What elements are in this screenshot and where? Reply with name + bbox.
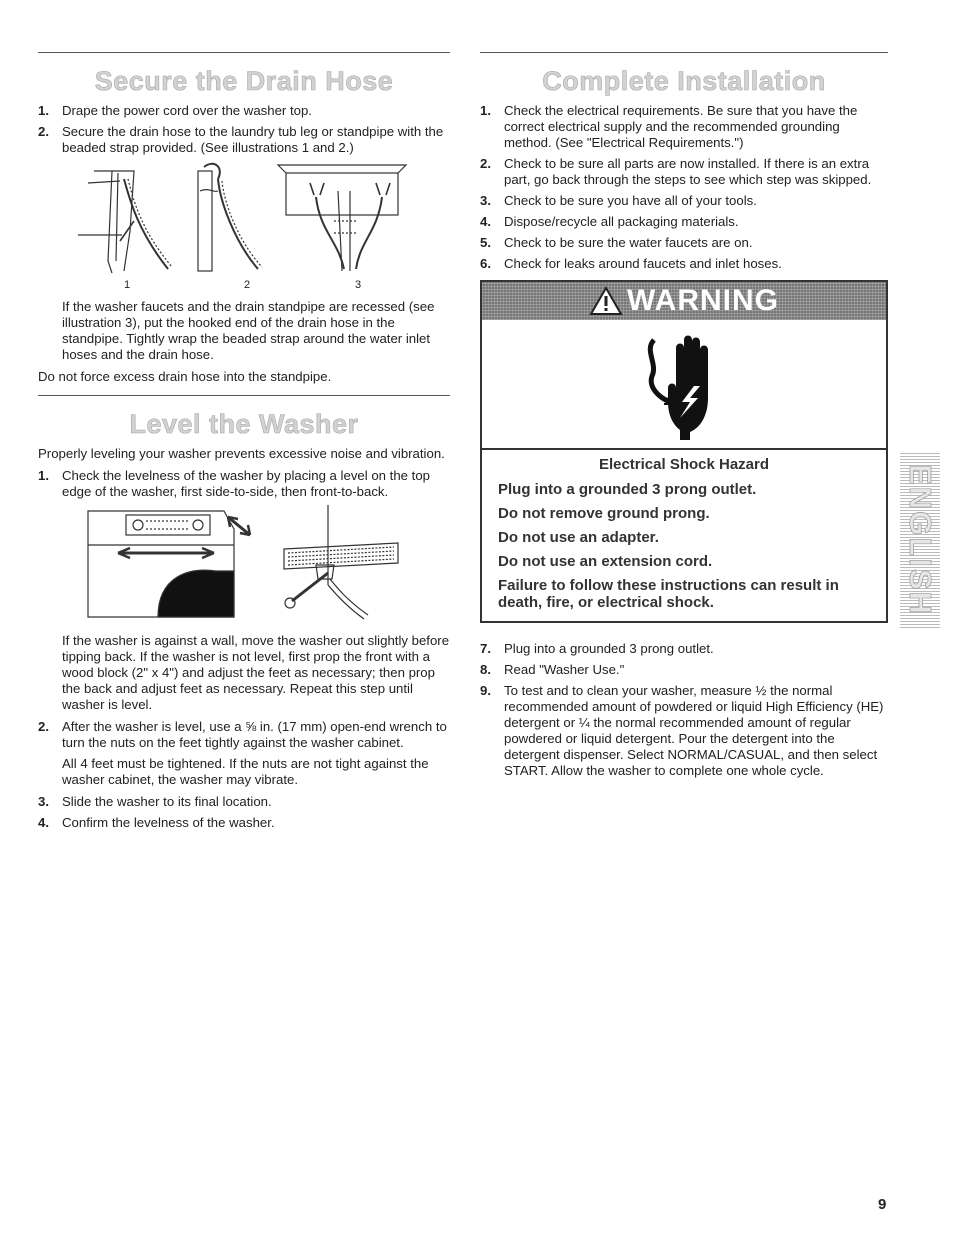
warning-text [482,450,886,621]
list-item: 5. Check to be sure the water faucets are on. [480,235,753,250]
list-item: 1. Check the levelness of the washer by placing a level on the top edge of the washer, first side-to-side, then front-to-back. [38,468,431,499]
electric-shock-hand-icon [624,328,744,440]
section-divider [38,52,450,53]
warning-box [480,280,888,623]
warning-title: WARNING [627,284,779,317]
list-item: 2. Secure the drain hose to the laundry tub leg or standpipe with the beaded strap provided. (See illustrations 1 and 2.) [38,124,444,155]
level-steps-continued [38,719,450,751]
list-item: 1. Check the electrical requirements. Be sure that you have the correct electrical supply and the recommended grounding method. (See "Electrical Requirements.") [480,103,858,150]
level-intro: Properly leveling your washer prevents excessive noise and vibration. [38,446,445,461]
list-item: 6. Check for leaks around faucets and inlet hoses. [480,256,782,271]
hazard-type: Electrical Shock Hazard [598,456,770,473]
complete-installation-steps [480,103,888,272]
warning-header [482,282,886,320]
list-item: 9. To test and to clean your washer, measure ½ the normal recommended amount of powdered or liquid High Efficiency (HE) detergent or ¼ the normal recommended amount of regular powdered or liquid detergent. Pour the detergent into the detergent dispenser. Select NORMAL/CASUAL, and then select START. Allow the washer to complete one whole cycle. [480,683,884,778]
list-item: 3. Slide the washer to its final location. [38,794,272,809]
list-item: 7. Plug into a grounded 3 prong outlet. [480,641,714,656]
level-steps-final [38,794,450,831]
drain-note: Do not force excess drain hose into the standpipe. [38,369,332,384]
drain-hose-title: Secure the Drain Hose [94,66,394,96]
left-column [38,52,450,836]
level-steps [38,468,450,500]
level-step2-continued: All 4 feet must be tightened. If the nuts are not tight against the washer cabinet, the washer may vibrate. [62,756,429,787]
figure-labels: 1 2 3 [124,279,362,291]
warning-line: Failure to follow these instructions can result in death, fire, or electrical shock. [498,577,839,611]
list-item: 4. Confirm the levelness of the washer. [38,815,275,830]
level-step1-continued: If the washer is against a wall, move the washer out slightly before tipping back. If the washer is not level, first prop the front with a wood block (2" x 4") and adjust the feet as necessary; then prop the back and adjust feet as necessary. Repeat this step until washer is level. [62,633,450,712]
list-item: 1. Drape the power cord over the washer top. [38,103,312,118]
list-item: 3. Check to be sure you have all of your tools. [480,193,757,208]
level-illustration [38,505,450,625]
list-item: 8. Read "Washer Use." [480,662,625,677]
section-divider [480,52,888,53]
language-label: ENGLISH [903,464,939,616]
final-steps [480,641,888,779]
page-number: 9 [878,1196,887,1213]
list-item: 2. Check to be sure all parts are now installed. If there is an extra part, go back through the steps to see which step was skipped. [480,156,872,187]
right-column [480,52,888,784]
warning-line: Do not use an adapter. [498,529,659,546]
warning-line: Do not use an extension cord. [498,553,713,570]
warning-triangle-icon [589,286,623,316]
section-divider [38,395,450,396]
level-washer-title: Level the Washer [129,409,359,439]
warning-line: Plug into a grounded 3 prong outlet. [498,481,757,498]
drain-paragraph: If the washer faucets and the drain standpipe are recessed (see illustration 3), put the hooked end of the drain hose in the standpipe. Tightly wrap the beaded strap around the water inlet hoses and the drain hose. [62,299,435,362]
list-item: 2. After the washer is level, use a ⅝ in. (17 mm) open-end wrench to turn the nuts on the feet tightly against the washer cabinet. [38,719,447,750]
complete-installation-title: Complete Installation [542,66,826,96]
warning-line: Do not remove ground prong. [498,505,710,522]
list-item: 4. Dispose/recycle all packaging materials. [480,214,739,229]
drain-hose-illustrations [38,161,450,279]
language-side-tab [900,452,940,628]
shock-hazard-area [482,320,886,450]
drain-hose-steps [38,103,450,156]
